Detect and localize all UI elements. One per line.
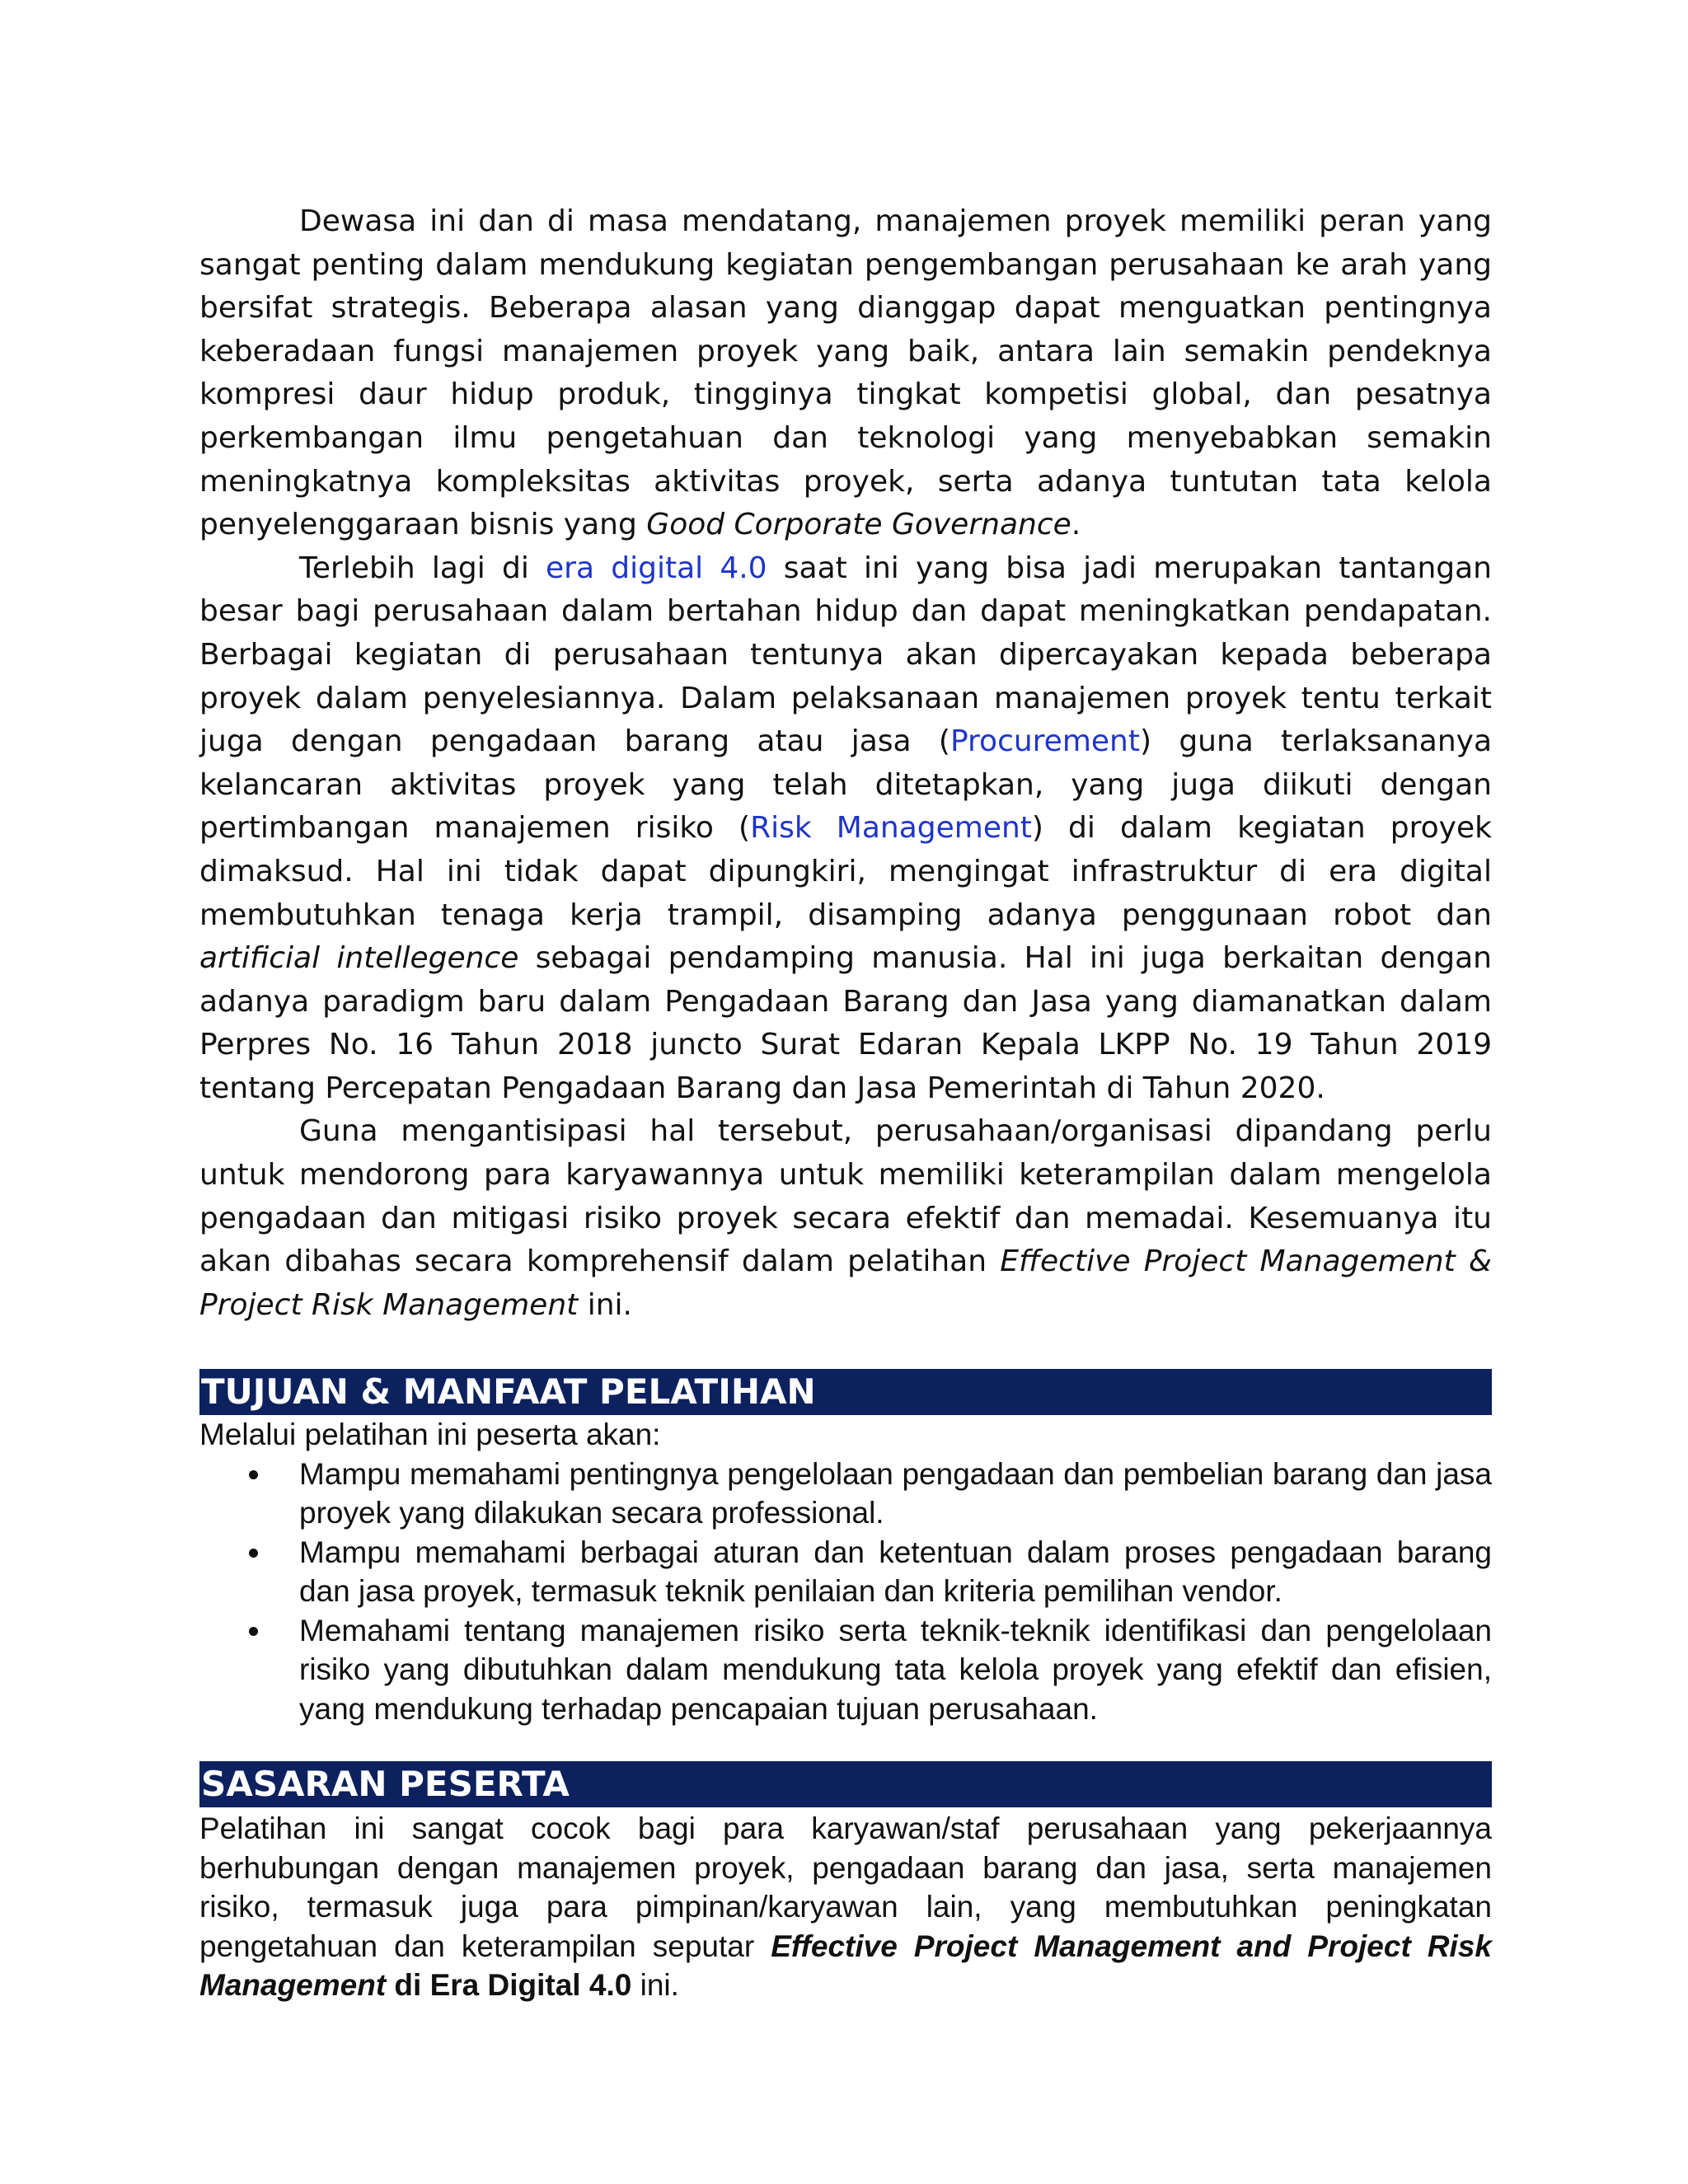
page-content [199, 200, 1492, 2005]
bullet-icon [249, 1470, 258, 1479]
list-item: Mampu memahami berbagai aturan dan ketentuan dalam proses pengadaan barang dan jasa proyek, termasuk teknik penilaian dan kriteria pemilihan vendor. [199, 1533, 1492, 1611]
sasaran-paragraph: Pelatihan ini sangat cocok bagi para karyawan/staf perusahaan yang pekerjaannya berhubungan dengan manajemen proyek, pengadaan barang dan jasa, serta manajemen risiko, termasuk juga para pimpinan/karyawan lain, yang membutuhkan peningkatan pengetahuan dan keterampilan seputar Effective Project Management and Project Risk Management di Era Digital 4.0 ini. [199, 1811, 1492, 2003]
list-item: Memahami tentang manajemen risiko serta teknik-teknik identifikasi dan pengelolaan risiko yang dibutuhkan dalam mendukung tata kelola proyek yang efektif dan efisien, yang mendukung terhadap pencapaian tujuan perusahaan. [199, 1611, 1492, 1729]
sasaran-training-title: Effective Project Management and Project Risk Management [199, 1929, 1492, 2003]
era-digital-link[interactable]: era digital 4.0 [546, 551, 767, 585]
bullet-icon [249, 1627, 258, 1636]
tujuan-heading: TUJUAN & MANFAAT PELATIHAN [199, 1369, 1492, 1415]
artificial-intelligence-term: artificial intellegence [199, 941, 519, 976]
sasaran-heading: SASARAN PESERTA [199, 1761, 1492, 1807]
risk-management-link[interactable]: Risk Management [750, 811, 1032, 846]
training-title-term: Effective Project Management & Project Risk Management [199, 1244, 1492, 1322]
tujuan-list [199, 1455, 1492, 1729]
intro-paragraph-3: Guna mengantisipasi hal tersebut, perusahaan/organisasi dipandang perlu untuk mendorong para karyawannya untuk memiliki keterampilan dalam mengelola pengadaan dan mitigasi risiko proyek secara efektif dan memadai. Kesemuanya itu akan dibahas secara komprehensif dalam pelatihan Effective Project Management & Project Risk Management ini. [199, 1114, 1492, 1322]
intro-paragraph-1: Dewasa ini dan di masa mendatang, manajemen proyek memiliki peran yang sangat penting dalam mendukung kegiatan pengembangan perusahaan ke arah yang bersifat strategis. Beberapa alasan yang dianggap dapat menguatkan pentingnya keberadaan fungsi manajemen proyek yang baik, antara lain semakin pendeknya kompresi daur hidup produk, tingginya tingkat kompetisi global, dan pesatnya perkembangan ilmu pengetahuan dan teknologi yang menyebabkan semakin meningkatnya kompleksitas aktivitas proyek, serta adanya tuntutan tata kelola penyelenggaraan bisnis yang Good Corporate Governance. [199, 204, 1492, 542]
introduction-section [199, 200, 1492, 1327]
intro-paragraph-2: Terlebih lagi di era digital 4.0 saat ini yang bisa jadi merupakan tantangan besar bagi perusahaan dalam bertahan hidup dan dapat meningkatkan pendapatan. Berbagai kegiatan di perusahaan tentunya akan dipercayakan kepada beberapa proyek dalam penyelesiannya. Dalam pelaksanaan manajemen proyek tentu terkait juga dengan pengadaan barang atau jasa (Procurement) guna terlaksananya kelancaran aktivitas proyek yang telah ditetapkan, yang juga diikuti dengan pertimbangan manajemen risiko (Risk Management) di dalam kegiatan proyek dimaksud. Hal ini tidak dapat dipungkiri, mengingat infrastruktur di era digital membutuhkan tenaga kerja trampil, disamping adanya penggunaan robot dan artificial intellegence sebagai pendamping manusia. Hal ini juga berkaitan dengan adanya paradigm baru dalam Pengadaan Barang dan Jasa yang diamanatkan dalam Perpres No. 16 Tahun 2018 juncto Surat Edaran Kepala LKPP No. 19 Tahun 2019 tentang Percepatan Pengadaan Barang dan Jasa Pemerintah di Tahun 2020. [199, 551, 1493, 1105]
bullet-icon [249, 1549, 258, 1558]
good-corporate-governance-term: Good Corporate Governance [646, 508, 1071, 542]
list-item: Mampu memahami pentingnya pengelolaan pengadaan dan pembelian barang dan jasa proyek yang dilakukan secara professional. [199, 1455, 1492, 1533]
era-digital-bold: di Era Digital 4.0 [386, 1968, 632, 2003]
procurement-link[interactable]: Procurement [950, 724, 1140, 759]
tujuan-lead: Melalui pelatihan ini peserta akan: [199, 1418, 661, 1452]
